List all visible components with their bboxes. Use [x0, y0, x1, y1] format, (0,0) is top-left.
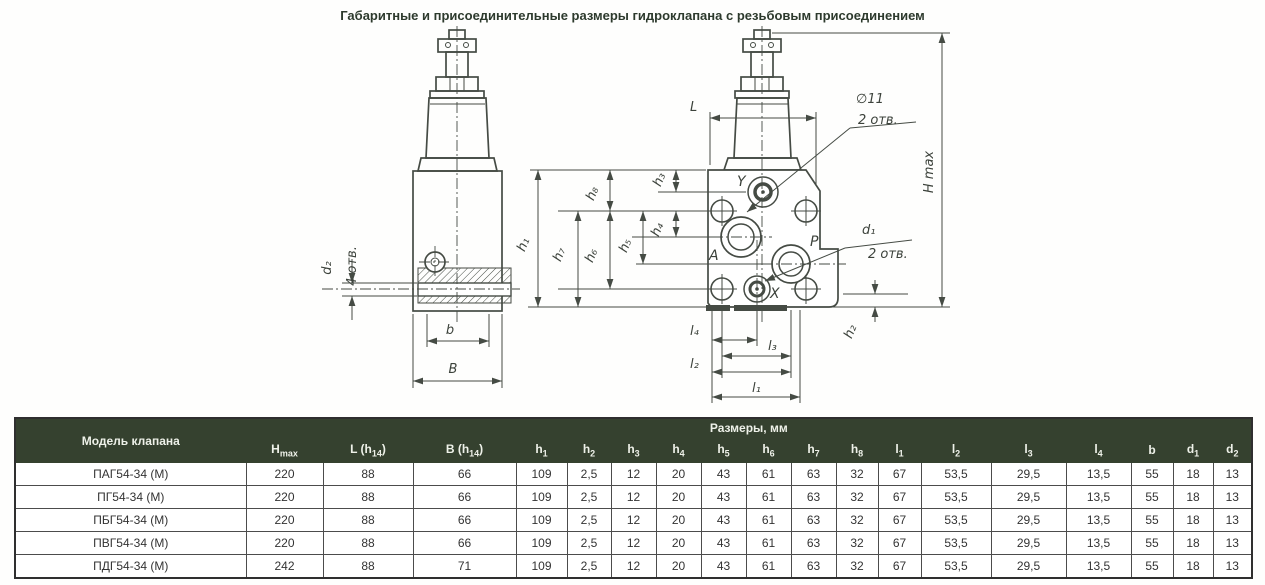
value-cell: 32 — [836, 555, 878, 579]
value-cell: 20 — [656, 509, 701, 532]
col-header-h6: $h_6$ — [746, 438, 791, 463]
col-header-h2: $h_2$ — [567, 438, 611, 463]
value-cell: 29,5 — [991, 555, 1066, 579]
value-cell: 61 — [746, 463, 791, 486]
b-label: b — [445, 323, 455, 338]
value-cell: 43 — [701, 509, 746, 532]
value-cell: 20 — [656, 532, 701, 555]
value-cell: 63 — [791, 532, 836, 555]
value-cell: 43 — [701, 463, 746, 486]
value-cell: 109 — [516, 555, 567, 579]
value-cell: 13,5 — [1066, 463, 1131, 486]
value-cell: 13,5 — [1066, 555, 1131, 579]
value-cell: 67 — [878, 486, 921, 509]
table-row — [15, 486, 1252, 509]
value-cell: 88 — [323, 532, 413, 555]
port-X-label: X — [770, 286, 780, 302]
value-cell: 18 — [1173, 486, 1213, 509]
value-cell: 88 — [323, 463, 413, 486]
col-header-b: b — [1131, 438, 1173, 463]
value-cell: 63 — [791, 463, 836, 486]
h4-label: h₄ — [648, 220, 668, 239]
value-cell: 13,5 — [1066, 532, 1131, 555]
value-cell: 53,5 — [921, 486, 991, 509]
value-cell: 18 — [1173, 555, 1213, 579]
col-header-d1: $d_1$ — [1173, 438, 1213, 463]
side-view — [320, 26, 520, 388]
value-cell: 29,5 — [991, 463, 1066, 486]
col-header-hmax: $H_{max}$ — [246, 438, 323, 463]
value-cell: 55 — [1131, 486, 1173, 509]
value-cell: 13 — [1213, 555, 1252, 579]
col-header-b-h14: B $(h_{14})$ — [413, 438, 516, 463]
value-cell: 242 — [246, 555, 323, 579]
value-cell: 18 — [1173, 532, 1213, 555]
value-cell: 12 — [611, 463, 656, 486]
value-cell: 2,5 — [567, 555, 611, 579]
value-cell: 43 — [701, 555, 746, 579]
col-header-l4: $l_4$ — [1066, 438, 1131, 463]
h2-label: h₂ — [841, 322, 861, 341]
col-header-l-h14: L $(h_{14})$ — [323, 438, 413, 463]
d1-label: d₁ — [862, 223, 876, 238]
value-cell: 61 — [746, 509, 791, 532]
table-row — [15, 463, 1252, 486]
value-cell: 13,5 — [1066, 509, 1131, 532]
value-cell: 220 — [246, 486, 323, 509]
h8-label: h₈ — [583, 184, 603, 203]
model-cell: ПВГ54-34 (М) — [15, 532, 246, 555]
h7-label: h₇ — [550, 245, 570, 264]
value-cell: 66 — [413, 532, 516, 555]
value-cell: 20 — [656, 463, 701, 486]
value-cell: 43 — [701, 532, 746, 555]
value-cell: 66 — [413, 486, 516, 509]
Hmax-label: H max — [922, 150, 937, 194]
model-cell: ПГ54-34 (М) — [15, 486, 246, 509]
value-cell: 88 — [323, 486, 413, 509]
value-cell: 109 — [516, 509, 567, 532]
value-cell: 67 — [878, 555, 921, 579]
value-cell: 67 — [878, 463, 921, 486]
value-cell: 32 — [836, 486, 878, 509]
value-cell: 13 — [1213, 463, 1252, 486]
value-cell: 109 — [516, 486, 567, 509]
h6-label: h₆ — [582, 246, 602, 265]
value-cell: 12 — [611, 486, 656, 509]
value-cell: 18 — [1173, 509, 1213, 532]
value-cell: 88 — [323, 509, 413, 532]
sizes-group-header: Размеры, мм — [246, 418, 1252, 438]
value-cell: 29,5 — [991, 532, 1066, 555]
value-cell: 66 — [413, 509, 516, 532]
value-cell: 63 — [791, 486, 836, 509]
col-header-h3: $h_3$ — [611, 438, 656, 463]
value-cell: 63 — [791, 555, 836, 579]
page-title: Габаритные и присоединительные размеры гидроклапана с резьбовым присоединением — [340, 8, 925, 23]
value-cell: 61 — [746, 532, 791, 555]
value-cell: 67 — [878, 509, 921, 532]
value-cell: 66 — [413, 463, 516, 486]
col-header-d2: $d_2$ — [1213, 438, 1252, 463]
h5-label: h₅ — [616, 236, 636, 255]
l2-label: l₂ — [690, 357, 699, 372]
model-cell: ПБГ54-34 (М) — [15, 509, 246, 532]
col-header-l1: $l_1$ — [878, 438, 921, 463]
value-cell: 53,5 — [921, 509, 991, 532]
value-cell: 63 — [791, 509, 836, 532]
d1-note-label: 2 отв. — [868, 247, 908, 262]
value-cell: 55 — [1131, 509, 1173, 532]
value-cell: 20 — [656, 486, 701, 509]
top-hole-dia-label: ∅11 — [856, 92, 884, 107]
col-header-l3: $l_3$ — [991, 438, 1066, 463]
h1-label: h₁ — [514, 235, 534, 254]
value-cell: 13,5 — [1066, 486, 1131, 509]
value-cell: 13 — [1213, 532, 1252, 555]
value-cell: 55 — [1131, 555, 1173, 579]
table-row — [15, 532, 1252, 555]
value-cell: 55 — [1131, 532, 1173, 555]
value-cell: 55 — [1131, 463, 1173, 486]
h3-label: h₃ — [650, 170, 670, 189]
value-cell: 88 — [323, 555, 413, 579]
value-cell: 220 — [246, 463, 323, 486]
port-A-label: A — [709, 248, 719, 264]
l4-label: l₄ — [690, 324, 699, 339]
value-cell: 32 — [836, 532, 878, 555]
col-header-h1: $h_1$ — [516, 438, 567, 463]
front-view — [514, 26, 950, 403]
value-cell: 61 — [746, 555, 791, 579]
l3-label: l₃ — [768, 339, 777, 354]
d2-label: d₂ — [320, 261, 335, 275]
value-cell: 13 — [1213, 509, 1252, 532]
model-column-header: Модель клапана — [15, 418, 246, 463]
value-cell: 13 — [1213, 486, 1252, 509]
model-cell: ПАГ54-34 (М) — [15, 463, 246, 486]
value-cell: 53,5 — [921, 463, 991, 486]
value-cell: 12 — [611, 509, 656, 532]
L-label: L — [690, 100, 698, 115]
port-P-label: P — [810, 234, 819, 250]
table-row — [15, 555, 1252, 579]
port-Y-label: Y — [737, 174, 746, 190]
col-header-h7: $h_7$ — [791, 438, 836, 463]
value-cell: 109 — [516, 463, 567, 486]
value-cell: 32 — [836, 463, 878, 486]
value-cell: 2,5 — [567, 532, 611, 555]
col-header-l2: $l_2$ — [921, 438, 991, 463]
d2-note-label: 4 отв. — [345, 246, 360, 286]
value-cell: 220 — [246, 509, 323, 532]
value-cell: 29,5 — [991, 509, 1066, 532]
top-hole-note-label: 2 отв. — [858, 113, 898, 128]
table-row — [15, 509, 1252, 532]
l1-label: l₁ — [752, 381, 761, 396]
value-cell: 67 — [878, 532, 921, 555]
value-cell: 61 — [746, 486, 791, 509]
value-cell: 43 — [701, 486, 746, 509]
value-cell: 12 — [611, 532, 656, 555]
col-header-h5: $h_5$ — [701, 438, 746, 463]
value-cell: 32 — [836, 509, 878, 532]
value-cell: 220 — [246, 532, 323, 555]
dimensions-table — [14, 417, 1253, 579]
value-cell: 71 — [413, 555, 516, 579]
value-cell: 53,5 — [921, 532, 991, 555]
model-cell: ПДГ54-34 (М) — [15, 555, 246, 579]
value-cell: 2,5 — [567, 486, 611, 509]
col-header-h8: $h_8$ — [836, 438, 878, 463]
value-cell: 18 — [1173, 463, 1213, 486]
value-cell: 53,5 — [921, 555, 991, 579]
value-cell: 20 — [656, 555, 701, 579]
col-header-h4: $h_4$ — [656, 438, 701, 463]
value-cell: 2,5 — [567, 509, 611, 532]
value-cell: 29,5 — [991, 486, 1066, 509]
B-label: B — [448, 362, 458, 377]
value-cell: 12 — [611, 555, 656, 579]
value-cell: 109 — [516, 532, 567, 555]
value-cell: 2,5 — [567, 463, 611, 486]
